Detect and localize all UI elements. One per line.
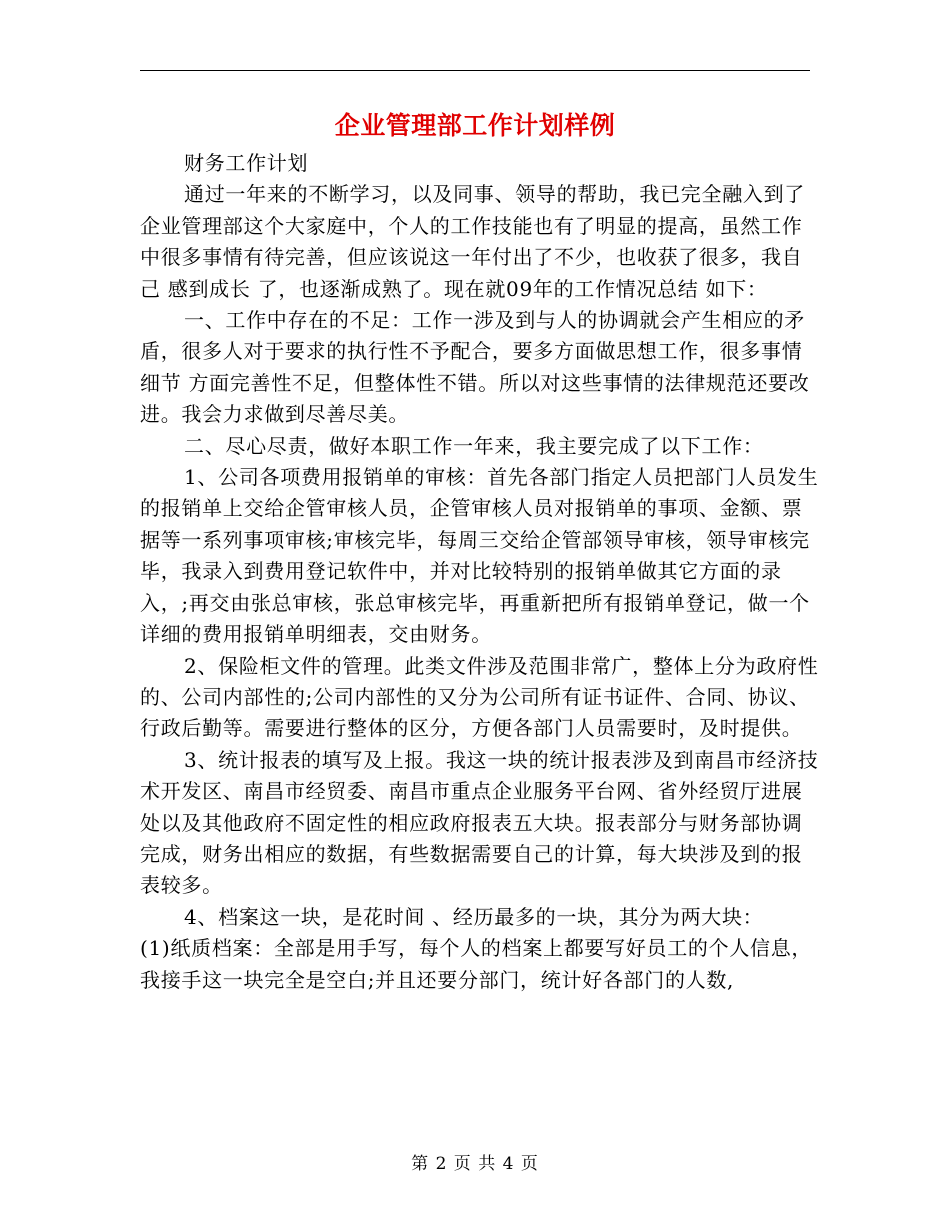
document-title: 企业管理部工作计划样例	[334, 111, 616, 140]
header-rule	[140, 70, 810, 71]
paragraph-item-3: 3、统计报表的填写及上报。我这一块的统计报表涉及到南昌市经济技术开发区、南昌市经贸委、南昌市重点企业服务平台网、省外经贸厅进展处以及其他政府不固定性的相应政府报表五大块。报表部分与财务部协调完成，财务出相应的数据，有些数据需要自己的计算，每大块涉及到的报表较多。	[140, 747, 819, 898]
paragraph-item-4: 4、档案这一块，是花时间 、经历最多的一块，其分为两大块：	[184, 904, 764, 929]
paragraph-item-4-sub-1: (1)纸质档案：全部是用手写，每个人的档案上都要写好员工的个人信息，我接手这一块完全是空白;并且还要分部门，统计好各部门的人数,	[140, 936, 813, 992]
paragraph-intro: 通过一年来的不断学习，以及同事、领导的帮助，我已完全融入到了企业管理部这个大家庭中，个人的工作技能也有了明显的提高，虽然工作中很多事情有待完善，但应该说这一年付出了不少，也收获了很多，我自己 感到成长 了，也逐渐成熟了。现在就09年的工作情况总结 如下：	[140, 182, 805, 301]
paragraph-duties-intro: 二、尽心尽责，做好本职工作一年来，我主要完成了以下工作：	[184, 433, 764, 458]
paragraph-shortcomings: 一、工作中存在的不足：工作一涉及到与人的协调就会产生相应的矛盾，很多人对于要求的执行性不予配合，要多方面做思想工作，很多事情细节 方面完善性不足，但整体性不错。所以对这些事情的法律规范还要改进。我会力求做到尽善尽美。	[140, 308, 810, 427]
paragraph-item-2: 2、保险柜文件的管理。此类文件涉及范围非常广，整体上分为政府性的、公司内部性的;公司内部性的又分为公司所有证书证件、合同、协议、行政后勤等。需要进行整体的区分，方便各部门人员需要时，及时提供。	[140, 653, 819, 741]
paragraph-heading: 财务工作计划	[184, 151, 309, 175]
document-body	[140, 148, 820, 996]
page-number-footer: 第 2 页 共 4 页	[411, 1154, 539, 1174]
paragraph-item-1: 1、公司各项费用报销单的审核：首先各部门指定人员把部门人员发生的报销单上交给企管审核人员，企管审核人员对报销单的事项、金额、票据等一系列事项审核;审核完毕，每周三交给企管部领导审核，领导审核完毕，我录入到费用登记软件中，并对比较特别的报销单做其它方面的录入，;再交由张总审核，张总审核完毕，再重新把所有报销单登记，做一个详细的费用报销单明细表，交由财务。	[140, 465, 819, 647]
